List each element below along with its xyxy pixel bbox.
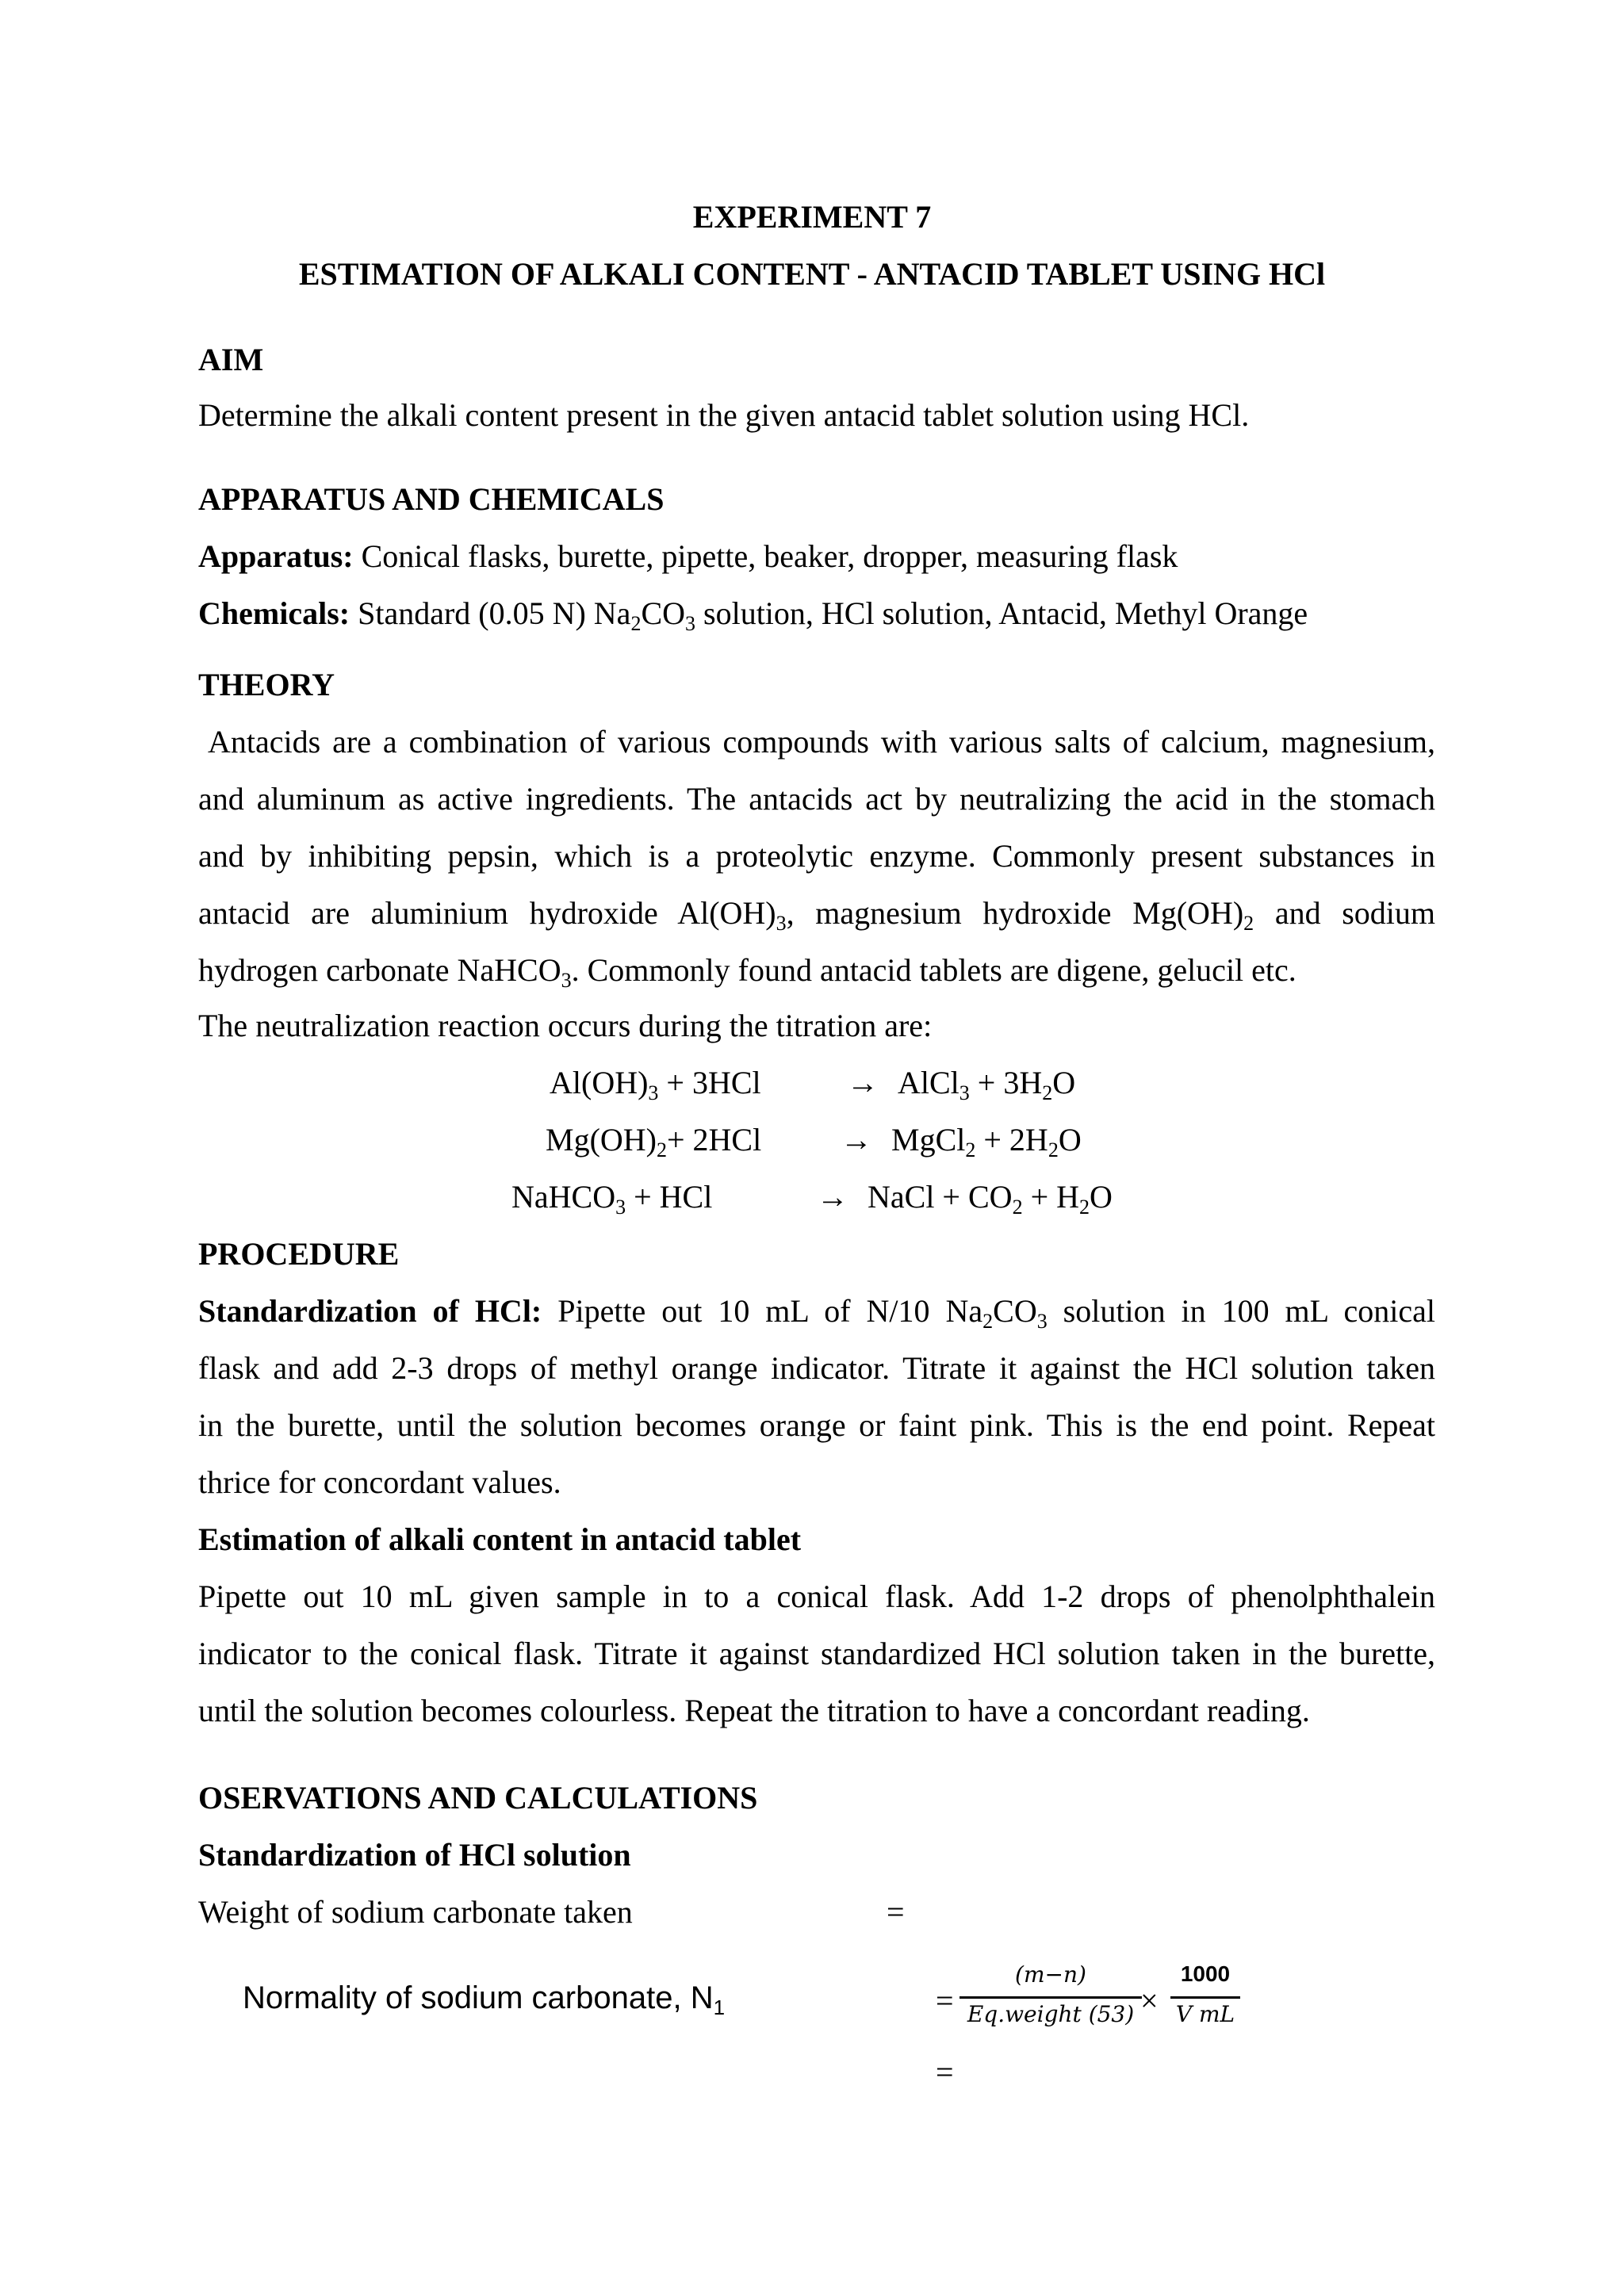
theory-line — [198, 780, 1435, 818]
reaction-text: + 2H — [975, 1122, 1048, 1158]
theory-line — [198, 951, 1297, 992]
apparatus-label: Apparatus: — [198, 538, 354, 574]
fraction-denominator: V mL — [1175, 2001, 1235, 2027]
theory-line — [198, 723, 1435, 761]
theory-line: The neutralization reaction occurs during the titration are: — [198, 1008, 933, 1043]
reaction-arrow: → — [841, 1122, 872, 1158]
reaction-text: O — [1058, 1122, 1082, 1158]
formula-sub: 3 — [561, 969, 572, 992]
reaction-text: NaCl + CO — [868, 1179, 1013, 1215]
theory-line — [198, 837, 1435, 875]
reaction-text: + 2HCl — [666, 1122, 762, 1158]
theory-text: antacid are aluminium hydroxide Al(OH) — [198, 895, 776, 931]
chemicals-label: Chemicals: — [198, 595, 350, 631]
reaction-rhs — [891, 1121, 1082, 1159]
chem-sub: 3 — [685, 612, 696, 635]
standardization-label: Standardization of HCl: — [198, 1293, 542, 1329]
procedure-line: until the solution becomes colourless. Repeat the titration to have a concordant reading. — [198, 1693, 1310, 1728]
theory-line — [198, 894, 1436, 935]
procedure-line — [198, 1578, 1435, 1616]
chemicals-text-a: Standard (0.05 N) Na — [358, 595, 631, 631]
theory-text: , magnesium hydroxide Mg(OH) — [786, 895, 1244, 931]
normality-text: Normality of sodium carbonate, N — [243, 1980, 714, 2015]
reaction-text: MgCl — [891, 1122, 966, 1158]
times-sign: × — [1140, 1983, 1159, 2019]
reaction-lhs — [511, 1178, 713, 1219]
reaction-text: O — [1052, 1065, 1076, 1100]
theory-text: . Commonly found antacid tablets are digene, gelucil etc. — [571, 952, 1297, 988]
estimation-heading: Estimation of alkali content in antacid tablet — [198, 1521, 802, 1557]
reaction-text: AlCl — [898, 1065, 959, 1100]
fraction-bar — [959, 1996, 1142, 1999]
apparatus-text: Conical flasks, burette, pipette, beaker, dropper, measuring flask — [361, 538, 1178, 574]
reaction-lhs — [550, 1064, 761, 1102]
reaction-text: Mg(OH) — [546, 1122, 657, 1158]
apparatus-line — [198, 538, 1178, 576]
procedure-line — [198, 1292, 1436, 1333]
fraction-denominator: Eq.weight (53) — [967, 2001, 1135, 2027]
aim-heading: AIM — [198, 342, 264, 377]
apparatus-heading: APPARATUS AND CHEMICALS — [198, 481, 665, 517]
procedure-text: flask and add 2-3 drops of methyl orange indicator. Titrate it against the HCl solution taken — [198, 1350, 1435, 1386]
reaction-arrow: → — [817, 1179, 848, 1215]
formula-sub: 2 — [1079, 1196, 1090, 1219]
procedure-line — [198, 1349, 1435, 1387]
reaction-text: + HCl — [626, 1179, 713, 1215]
procedure-text: solution in 100 mL conical — [1063, 1293, 1436, 1329]
chemicals-text-b: CO — [641, 595, 686, 631]
standardization-subheading: Standardization of HCl solution — [198, 1837, 631, 1873]
experiment-number: EXPERIMENT 7 — [692, 199, 932, 235]
theory-text: Antacids are a combination of various compounds with various salts of calcium, magnesium, — [208, 724, 1435, 760]
fraction-bar — [1170, 1996, 1240, 1999]
weight-equals: = — [887, 1894, 905, 1930]
reaction-rhs — [898, 1064, 1075, 1102]
fraction-numerator: 1000 — [1180, 1961, 1231, 1986]
observations-heading: OSERVATIONS AND CALCULATIONS — [198, 1780, 758, 1816]
theory-text: and aluminum as active ingredients. The antacids act by neutralizing the acid in the stomach — [198, 781, 1435, 817]
aim-text: Determine the alkali content present in the given antacid tablet solution using HCl. — [198, 397, 1250, 433]
formula-sub: 3 — [648, 1081, 659, 1104]
chemicals-text-c: solution, HCl solution, Antacid, Methyl Orange — [703, 595, 1308, 631]
formula-sub: 3 — [776, 912, 787, 935]
formula-sub: 3 — [615, 1196, 626, 1219]
theory-text: hydrogen carbonate NaHCO — [198, 952, 561, 988]
reaction-lhs — [546, 1121, 761, 1159]
formula-sub: 1 — [713, 1996, 726, 2019]
weight-label: Weight of sodium carbonate taken — [198, 1894, 633, 1930]
formula-sub: 3 — [1036, 1310, 1048, 1333]
procedure-text: in the burette, until the solution becomes orange or faint pink. This is the end point. Repeat — [198, 1407, 1435, 1443]
reaction-text: + 3H — [969, 1065, 1043, 1100]
reaction-arrow: → — [847, 1065, 879, 1100]
procedure-line: thrice for concordant values. — [198, 1464, 561, 1500]
formula-sub: 3 — [959, 1081, 970, 1104]
procedure-text: Pipette out 10 mL given sample in to a conical flask. Add 1-2 drops of phenolphthalein — [198, 1578, 1435, 1614]
reaction-text: + 3HCl — [658, 1065, 761, 1100]
formula-sub: 2 — [1042, 1081, 1053, 1104]
procedure-text: indicator to the conical flask. Titrate it against standardized HCl solution taken in the burette, — [198, 1636, 1435, 1671]
chem-sub: 2 — [630, 612, 642, 635]
reaction-text: NaHCO — [511, 1179, 616, 1215]
theory-text: and by inhibiting pepsin, which is a proteolytic enzyme. Commonly present substances in — [198, 838, 1435, 874]
procedure-heading: PROCEDURE — [198, 1236, 400, 1272]
normality-equals: = — [936, 1983, 954, 2019]
result-equals: = — [936, 2054, 954, 2090]
experiment-title: ESTIMATION OF ALKALI CONTENT - ANTACID TABLET USING HCl — [298, 256, 1326, 292]
formula-sub: 2 — [656, 1138, 667, 1161]
reaction-text: O — [1090, 1179, 1113, 1215]
reaction-text: + H — [1022, 1179, 1080, 1215]
procedure-line — [198, 1406, 1435, 1445]
procedure-text: Pipette out 10 mL of N/10 Na — [557, 1293, 983, 1329]
procedure-text: CO — [993, 1293, 1037, 1329]
formula-sub: 2 — [1243, 912, 1254, 935]
theory-text: and sodium — [1274, 895, 1436, 931]
formula-sub: 2 — [1048, 1138, 1059, 1161]
theory-heading: THEORY — [198, 667, 335, 702]
formula-sub: 2 — [965, 1138, 976, 1161]
procedure-line — [198, 1635, 1435, 1673]
reaction-rhs — [868, 1178, 1113, 1219]
reaction-text: Al(OH) — [550, 1065, 649, 1100]
fraction-numerator: (m−n) — [1015, 1961, 1086, 1988]
normality-label — [243, 1979, 725, 2017]
formula-sub: 2 — [1012, 1196, 1023, 1219]
chemicals-line — [198, 595, 1308, 633]
formula-sub: 2 — [982, 1310, 994, 1333]
